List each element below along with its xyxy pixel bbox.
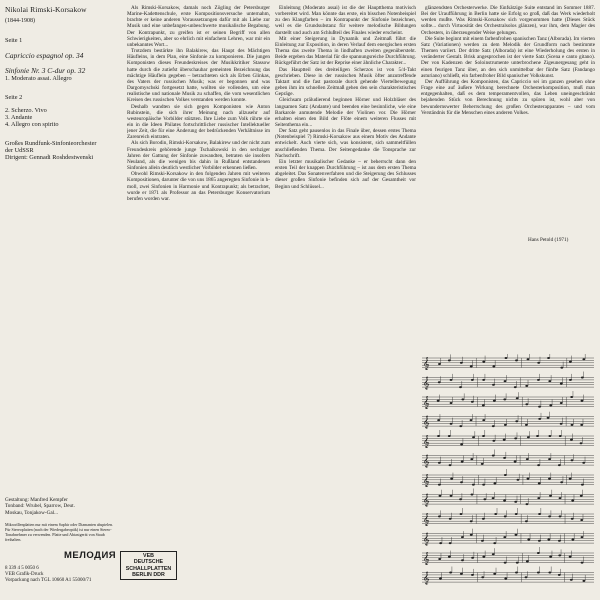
note-head — [482, 435, 485, 437]
note-head — [560, 402, 563, 404]
author-signature: Hans Petold (1971) — [528, 237, 569, 243]
note-head — [492, 497, 495, 499]
note-head — [525, 520, 528, 522]
note-head — [548, 380, 551, 382]
paragraph: Einleitung (Moderato assai) ist die der Hauptthema motivisch vorbereitet wird. Man könnte das erste, ein bisschen Notenbeispiel zu den Klangfarben – im Kontrapunkt der Sinfonie bezeichnen, weil es die Grundsubstanz für weitere melodische Bildungen darstellt und auch am Schlußteil des Finales wieder erscheint. — [275, 5, 416, 36]
note-head — [493, 400, 496, 402]
paragraph: Als sich Borodin, Rimski-Korsakow, Balakirew und der nicht zum Freundeskreis gehörende junge Tschaikowski in den sechziger Jahren der Gattung der Sinfonie zuwandten, betraten sie insofern Neuland, als die wenigen bis dahin in Rußland entstandenen Sinfonien allein deutlich westlicher Vorbilder erkennen ließen. — [127, 140, 270, 172]
note-head — [514, 386, 517, 388]
movement-1: 1. Moderato assai. Allegro — [5, 75, 72, 82]
note-head — [549, 404, 552, 406]
note-head — [494, 482, 497, 484]
note-head — [569, 556, 572, 558]
credit-design: Gestaltung: Manfred Kempfer — [5, 497, 68, 503]
note-head — [448, 556, 451, 558]
note-head — [560, 367, 563, 369]
paragraph: glänzendsten Orchesterwerke. Die fünfsätzige Suite entstand im Sommer 1887. Bei der Uraufführung in Berlin hatte sie Erfolg so groß, daß das Werk wiederholt werden mußte. Was Rimski-Korsakow sich vorgenommen hatte (Dieses Stück sollte... durch Virtuosität des Orchestralsolos glänzen), war ihm, dem Magier des Orchesters, in überzeugender Weise gelungen. — [421, 5, 595, 36]
note-head — [570, 396, 573, 398]
music-staff — [422, 469, 594, 487]
note-head — [526, 560, 529, 562]
note-head — [560, 383, 563, 385]
note-head — [580, 495, 583, 497]
note-head — [461, 461, 464, 463]
note-head — [515, 420, 518, 422]
paragraph: Obwohl Rimski-Korsakow in den folgenden Jahren mit weiteren Kompositionen, darunter die von uns 1865 angeregten Sinfonie in h-moll, zwei Sinfonien in Harmonie und Kontrapunkt; als betrachtet, wurde er 1871 als Professor an das Petersburger Konservatorium berufen worden war. — [127, 171, 270, 202]
music-staff — [422, 489, 594, 507]
note-head — [538, 513, 541, 515]
note-head — [438, 484, 441, 486]
note-head — [580, 424, 583, 426]
paragraph: Als Rimski-Korsakow, damals noch Zögling der Petersburger Marine-Kadettenschule, erste Kompositionsversuche unternahm, brachte er keine anderen Voraussetzungen dafür mit als Liebe zur Musik und eine unbefangen-unbeschwerte musikalische Begabung. Der Kontrapunkt, zu greifen ist er seinen Begriff von allen Schwierigkeiten, aber so ehrlich mit einfachem Lehren, war mir ein unbekanntes Wort... — [127, 5, 270, 48]
note-head — [471, 379, 474, 381]
note-head — [449, 464, 452, 466]
note-head — [448, 435, 451, 437]
note-head — [581, 484, 584, 486]
note-head — [559, 515, 562, 517]
work-title-1: Capriccio espagnol op. 34 — [5, 51, 84, 60]
note-head — [459, 498, 462, 500]
track-list — [5, 37, 121, 161]
note-head — [450, 423, 453, 425]
composer-name: Nikolai Rimski-Korsakow — [5, 5, 87, 14]
note-head — [482, 404, 485, 406]
note-head — [504, 562, 507, 564]
note-head — [537, 379, 540, 381]
note-head — [482, 556, 485, 558]
paragraph: Gleichsam präludierend beginnen Hörner und Holzbläser des langsamen Satz (Andante) und beenden eine besinnliche, wie eine Barkarole anmutende Melodie der Violinen vor. Die Hörner erhalten einen den Bild der Flöte einem weiteren Flusses mit Seitenthema ein... — [275, 97, 416, 128]
note-head — [537, 497, 540, 499]
note-head — [503, 398, 506, 400]
music-staff — [422, 430, 594, 448]
note-head — [525, 424, 528, 426]
note-head — [470, 520, 473, 522]
note-head — [558, 464, 561, 466]
note-head — [581, 562, 584, 564]
treble-clef-icon: 𝄞 — [423, 357, 430, 370]
note-head — [516, 397, 519, 399]
note-head — [461, 398, 464, 400]
note-head — [470, 534, 473, 536]
note-head — [492, 365, 495, 367]
note-head — [548, 458, 551, 460]
credit-location: Moskau, Tonjakow-Gal... — [5, 509, 58, 516]
music-staff — [422, 567, 594, 585]
note-head — [581, 536, 584, 538]
note-head — [439, 495, 442, 497]
note-head — [537, 572, 540, 574]
note-head — [471, 401, 474, 403]
note-head — [537, 552, 540, 554]
note-head — [459, 425, 462, 427]
note-head — [503, 457, 506, 459]
performer-line-2: der UdSSR — [5, 147, 34, 154]
treble-clef-icon: 𝄞 — [423, 571, 430, 585]
treble-clef-icon: 𝄞 — [423, 532, 430, 546]
note-head — [471, 557, 474, 559]
note-head — [481, 540, 484, 542]
note-head — [538, 482, 541, 484]
text-column-1 — [127, 5, 270, 593]
movement-3: 3. Andante — [5, 114, 33, 121]
note-head — [517, 479, 520, 481]
note-head — [438, 558, 441, 560]
composer-dates: (1844-1908) — [5, 18, 35, 24]
note-head — [504, 424, 507, 426]
note-head — [461, 536, 464, 538]
note-head — [504, 380, 507, 382]
conductor-line: Dirigent: Gennadi Roshdestwenski — [5, 154, 94, 161]
note-head — [514, 437, 517, 439]
note-head — [471, 574, 474, 576]
note-head — [548, 478, 551, 480]
note-head — [481, 576, 484, 578]
note-head — [438, 462, 441, 464]
work-title-2: Sinfonie Nr. 3 C-dur op. 32 — [5, 66, 86, 75]
note-head — [570, 439, 573, 441]
veb-line-4: BERLIN DDR — [132, 571, 165, 578]
music-staff — [422, 529, 594, 546]
note-head — [438, 515, 441, 517]
note-head — [569, 361, 572, 363]
note-head — [558, 540, 561, 542]
note-head — [450, 402, 453, 404]
note-head — [449, 518, 452, 520]
note-head — [482, 484, 485, 486]
note-head — [571, 459, 574, 461]
note-head — [569, 379, 572, 381]
paragraph: Die Suite beginnt mit einem farbenfrohen spanischen Tanz (Alborada). Im vierten Satz (Variationen) werden zu dem Melodik der Grundform nach bestimmte Themen variiert. Der dritte Satz (Alborada) ist eine Wiederholung des ersten in veränderter Gestalt. Brisk angesprochen ist der vierte Satz (Scena e canto gitano). Der von Kadenzen der Soloinstrumente unterbrochene Zigeunergesang geht in einen feurigen Tanz über, an den sich unmittelbar der fünfte Satz (Fandango asturiano) schließt, ein farbenfroher Bild spanischer Volkskunst. — [421, 35, 595, 79]
catalog-number: 8 339 4 5 0050 6 — [5, 566, 39, 571]
note-head — [472, 436, 475, 438]
music-staff — [422, 372, 594, 390]
note-head — [525, 385, 528, 387]
note-head — [571, 518, 574, 520]
note-head — [439, 542, 442, 544]
note-head — [482, 419, 485, 421]
note-head — [547, 357, 550, 359]
paragraph: Deshalb wandten sie sich gegen Komponisten wie Anton Rubinstein, die sich ihrer Meinung nach allzusehr auf westeuropäische Vorbilder stützten. Ihre Liebe zum Volk rührte sie ein in die Ideen Philates fortschrittlicher russischer Intellektueller jener Zeit, die für eine Änderung der bedrückenden Verhältnisse im Zarenreich eintraten. — [127, 103, 270, 141]
note-head — [482, 379, 485, 381]
note-head — [538, 418, 541, 420]
treble-clef-icon: 𝄞 — [423, 415, 430, 429]
melodiya-logo: МЕЛОДИЯ — [64, 550, 117, 561]
note-head — [527, 358, 530, 360]
paragraph: Das Hauptteil des dreiteiligen Scherzos ist von 5/4-Takt geschrieben. Diese in der russischen Musik öfter anzutreffende Taktart und die fast pastorale durch gehende Viertelbewegung geben ihm im schnellen Zeitmaß gehen den sein charakteristisches Gepräge. — [275, 66, 416, 98]
note-head — [571, 539, 574, 541]
note-head — [580, 519, 583, 521]
credit-tape: Tonband: Wrubel, Sparrow, Deut. — [5, 503, 75, 510]
music-staff — [422, 450, 594, 468]
note-head — [470, 458, 473, 460]
paragraph: Mit einer Steigerung in Dynamik und Zeitmaß führt die Einleitung zur Exposition, in deren Verlauf dem energischen ersten Thema das zweite Thema in lindhaften zweiten gegenübersteht. Beide ergeben das Material für die spannungsreiche Durchführung. Rückgeführt der Satz ist der Reprise einer ähnliche Charakter... — [275, 35, 416, 67]
note-head — [449, 542, 452, 544]
note-head — [461, 559, 464, 561]
note-head — [450, 478, 453, 480]
note-head — [560, 423, 563, 425]
note-head — [503, 536, 506, 538]
side-1-label: Seite 1 — [5, 37, 23, 44]
music-staff — [422, 547, 594, 565]
note-head — [439, 578, 442, 580]
treble-clef-icon: 𝄞 — [423, 376, 430, 390]
production-credits — [5, 497, 75, 516]
note-head — [537, 362, 540, 364]
note-head — [515, 572, 518, 574]
note-head — [493, 542, 496, 544]
note-head — [492, 440, 495, 442]
text-column-3 — [421, 5, 595, 233]
note-head — [437, 435, 440, 437]
note-head — [571, 500, 574, 502]
note-head — [581, 400, 584, 402]
note-head — [482, 361, 485, 363]
note-head — [559, 497, 562, 499]
text-column-2 — [275, 5, 416, 593]
note-head — [549, 495, 552, 497]
note-head — [514, 501, 517, 503]
note-head — [460, 481, 463, 483]
note-head — [525, 576, 528, 578]
note-head — [483, 498, 486, 500]
note-head — [437, 419, 440, 421]
music-staff — [422, 412, 594, 429]
catalog-info — [5, 566, 91, 584]
veb-line-1: VEB — [143, 553, 154, 559]
note-head — [493, 573, 496, 575]
movement-2: 2. Scherzo. Vivo — [5, 107, 47, 114]
printer: VEB Grafik-Druck — [5, 572, 44, 577]
note-head — [450, 379, 453, 381]
note-head — [449, 572, 452, 574]
note-head — [538, 406, 541, 408]
note-head — [516, 562, 519, 564]
playback-note: Mikrorillenplatten nur mit einem Saphir oder Diamanten abspielen. Für Stereoplatten (nach der Wiedergabeoptik) ist nur einen Stereo-Tonabnehmer zu verwenden. Platte und Abtastgerät von Staub freihalten. — [5, 522, 113, 542]
note-head — [460, 362, 463, 364]
note-head — [492, 425, 495, 427]
note-head — [559, 435, 562, 437]
note-head — [547, 539, 550, 541]
note-head — [460, 443, 463, 445]
note-head — [504, 474, 507, 476]
treble-clef-icon: 𝄞 — [423, 513, 430, 526]
treble-clef-icon: 𝄞 — [423, 474, 430, 487]
note-head — [527, 436, 530, 438]
veb-line-2: DEUTSCHE — [133, 559, 164, 566]
music-staff — [422, 508, 594, 526]
note-head — [527, 539, 530, 541]
note-head — [515, 359, 518, 361]
note-head — [538, 540, 541, 542]
performer-line-1: Großes Rundfunk-Sinfonieorchester — [5, 140, 97, 147]
note-head — [570, 579, 573, 581]
note-head — [471, 494, 474, 496]
note-head — [470, 365, 473, 367]
note-head — [536, 435, 539, 437]
note-head — [438, 363, 441, 365]
note-head — [472, 484, 475, 486]
note-head — [548, 572, 551, 574]
note-head — [504, 578, 507, 580]
note-head — [558, 574, 561, 576]
paragraph: Der Satz geht pausenlos in das Finale über, dessen erstes Thema (Notenbeispiel 7) Rimski-Korsakow aus einem Motiv des Andante entwickelt. Auch vierte sich, was konsistent, sich sammeltfüllen anschließenden Thema. Der Seitengedanke die Tonsprache zur Nachschrift. — [275, 128, 416, 159]
note-head — [526, 458, 529, 460]
note-head — [504, 515, 507, 517]
note-head — [460, 513, 463, 515]
note-head — [438, 381, 441, 383]
treble-clef-icon: 𝄞 — [423, 493, 430, 507]
note-head — [547, 417, 550, 419]
side-2-label: Seite 2 — [5, 94, 23, 101]
note-head — [492, 553, 495, 555]
note-head — [526, 503, 529, 505]
packaging-note: Vorpackung nach TGL 10660 A1 55000/71 — [5, 578, 92, 583]
note-head — [515, 534, 518, 536]
music-score-examples — [420, 354, 596, 594]
note-head — [437, 400, 440, 402]
note-head — [527, 478, 530, 480]
treble-clef-icon: 𝄞 — [423, 396, 430, 409]
note-head — [470, 419, 473, 421]
paragraph: Der Aufführung des Komponisten, das Capriccio sei im ganzen gesehen ohne Frage eine auf äußere Wirkung berechnete Orchesterkomposition, muß man entgegenhalten, daß es dem temperamentvollen, das Leben uneingeschränkt bejahenden Stück von Berechnung nichts zu spüren ist, wohl aber von bewundernswerter Beherrschung des großen Orchesterapparates – und vom Verständnis für die Menschen eines anderen Volkes. — [421, 78, 595, 116]
paragraph: Ein letzter musikalischer Gedanke – er beherrscht dann den ersten Teil der knappen Durchführung – ist aus dem ersten Thema abgeleitet. Das Sonatenverfahren und die Steigerung des Schlusses dieser großen Sinfonie befinden sich auf der Gesamtheit vor Beginn und Schlüssel... — [275, 158, 416, 190]
note-head — [569, 478, 572, 480]
note-head — [503, 439, 506, 441]
note-head — [548, 435, 551, 437]
note-head — [571, 424, 574, 426]
note-head — [525, 403, 528, 405]
note-head — [503, 500, 506, 502]
note-head — [582, 358, 585, 360]
paragraph: Trotzdem bestärkte ihn Balakirew, das Haupt des Mächtigen Häufleins, in dem Plan, eine Sinfonie zu komponieren. Die jungen Komponisten dieses Freundeskreises der Musikkritiker Stassow hatte durch die zutiefst überschaubar gemeinten Bezeichnung das mächtige Häuflein gegeben – betrachteten sich als Erben Glinkas, des Vaters der russischen Musik; was er begonnen und was Dargomyschski fortgesetzt hatte, wollten sie vollenden, um eine realistische und nationale Musik zu schaffen, die vom wesentlichen Kreisen des russischen Volkes verstanden werden konnte. — [127, 48, 270, 104]
note-head — [505, 357, 508, 359]
note-head — [494, 513, 497, 515]
treble-clef-icon: 𝄞 — [423, 454, 430, 468]
note-head — [515, 513, 518, 515]
note-head — [482, 518, 485, 520]
note-head — [448, 359, 451, 361]
note-head — [481, 463, 484, 465]
note-head — [514, 461, 517, 463]
note-head — [580, 442, 583, 444]
note-head — [582, 580, 585, 582]
treble-clef-icon: 𝄞 — [423, 552, 430, 565]
music-staff — [422, 354, 594, 370]
note-head — [549, 556, 552, 558]
music-staff — [422, 391, 594, 409]
note-head — [548, 515, 551, 517]
note-head — [581, 377, 584, 379]
note-head — [558, 554, 561, 556]
treble-clef-icon: 𝄞 — [423, 435, 430, 448]
note-head — [560, 481, 563, 483]
note-head — [537, 464, 540, 466]
note-head — [492, 384, 495, 386]
note-head — [582, 462, 585, 464]
note-head — [492, 455, 495, 457]
note-head — [459, 386, 462, 388]
note-head — [460, 573, 463, 575]
movement-4: 4. Allegro con spirito — [5, 121, 59, 128]
veb-line-3: SCHALLPLATTEN — [125, 565, 172, 572]
note-head — [450, 495, 453, 497]
